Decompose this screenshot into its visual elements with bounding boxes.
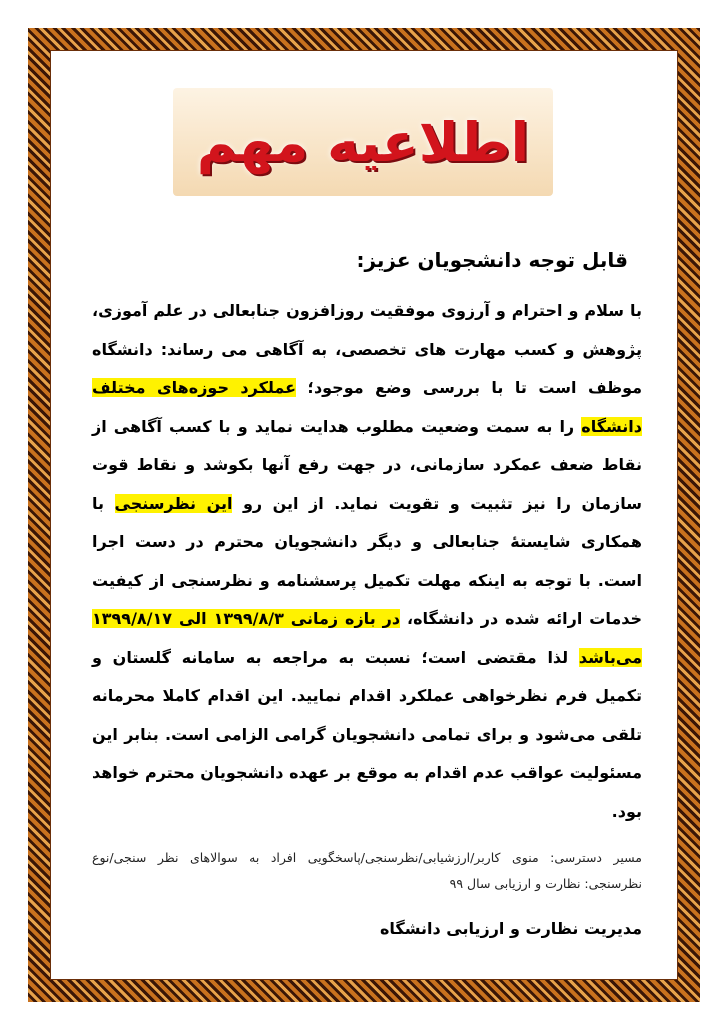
text-segment: با توجه به اینکه مهلت تکمیل پرسشنامه و نظرسنجی از کیفیت خدمات ارائه شده در دانشگاه، <box>92 570 643 628</box>
notice-paragraph <box>92 292 642 831</box>
text-segment: لذا مقتضی است؛ نسبت به مراجعه به سامانه گلستان و تکمیل فرم نظرخواهی عملکرد اقدام نمایید. این اقدام کاملا محرمانه تلقی می‌شود و برای تمامی دانشجویان گرامی الزامی است. بنابر این مسئولیت عواقب عدم اقدام به موقع بر عهده دانشجویان محترم خواهد بود. <box>92 647 642 821</box>
important-notice-banner <box>173 88 553 196</box>
text-segment: را به سمت وضعیت مطلوب هدایت نماید و با کسب آگاهی از نقاط ضعف عمکرد سازمانی، در جهت رفع آنها بکوشد و نقاط قوت سازمان را نیز تثبیت و تقویت نماید. از این رو <box>92 416 643 513</box>
highlight-date-range: در بازه زمانی ۱۳۹۹/۸/۳ الی ۱۳۹۹/۸/۱۷ می‌باشد <box>92 609 642 667</box>
banner-title: اطلاعیه مهم <box>196 110 530 174</box>
access-path: مسیر دسترسی: منوی کاربر/ارزشیابی/نظرسنجی/پاسخگویی افراد به سوالاهای نظر سنجی/نوع نظرسنجی: نظارت و ارزیابی سال ۹۹ <box>92 850 642 891</box>
highlight-segment: این نظرسنجی <box>114 493 233 513</box>
signature: مدیریت نظارت و ارزیابی دانشگاه <box>379 919 642 938</box>
text-segment: با سلام و احترام و آرزوی موفقیت روزافزون جنابعالی در علم آموزی، پژوهش و کسب مهارت های تخصصی، به آگاهی می رساند: دانشگاه موظف است تا با بررسی وضع موجود؛ <box>92 301 642 397</box>
notice-heading: قابل توجه دانشجویان عزیز: <box>356 248 628 272</box>
text-segment: با همکاری شایستهٔ جنابعالی و دیگر دانشجویان محترم در دست اجرا است. <box>92 493 643 590</box>
notice-content <box>92 248 642 938</box>
highlight-segment: عملکرد حوزه‌های مختلف دانشگاه <box>92 378 642 436</box>
